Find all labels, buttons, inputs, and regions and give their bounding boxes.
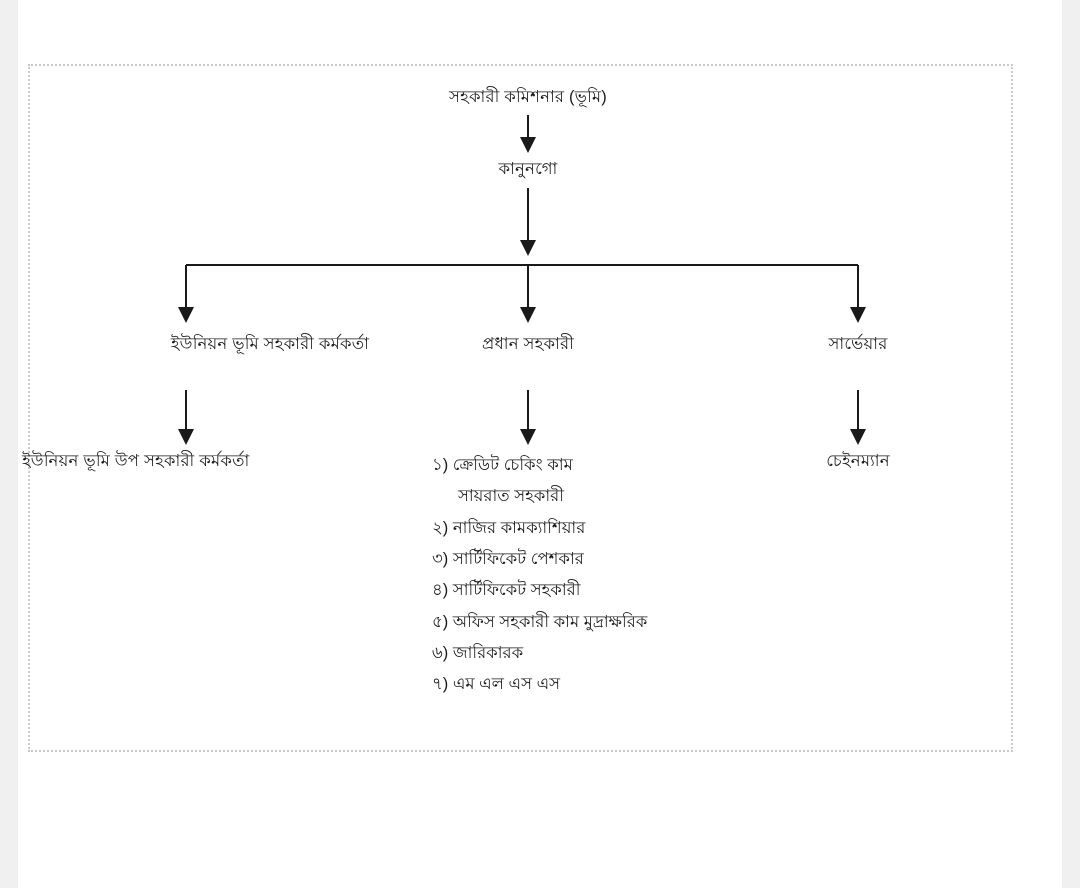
list-item bbox=[432, 544, 647, 575]
list-item-label: অফিস সহকারী কাম মুদ্রাক্ষরিক bbox=[452, 612, 648, 631]
node-kanungo: কানুনগো bbox=[498, 160, 558, 178]
list-item-label: সার্টিফিকেট পেশকার bbox=[452, 550, 584, 569]
list-item-label: সার্টিফিকেট সহকারী bbox=[452, 581, 581, 600]
list-item-marker: ২) bbox=[432, 518, 449, 537]
chief-assistant-staff-list bbox=[432, 450, 647, 701]
node-chainman: চেইনম্যান bbox=[826, 452, 890, 470]
list-item bbox=[432, 638, 647, 669]
list-item-label: নাজির কামক্যাশিয়ার bbox=[452, 518, 586, 537]
list-item bbox=[432, 450, 647, 513]
list-item-label: জারিকারক bbox=[452, 644, 524, 663]
list-item-marker: ৪) bbox=[432, 581, 449, 600]
list-item-continuation: সায়রাত সহকারী bbox=[458, 487, 564, 506]
list-item bbox=[432, 669, 647, 700]
list-item-label: ক্রেডিট চেকিং কাম bbox=[452, 456, 573, 474]
list-item-marker: ৭) bbox=[432, 675, 449, 694]
node-union-land-assistant-officer: ইউনিয়ন ভূমি সহকারী কর্মকর্তা bbox=[170, 335, 370, 353]
node-assistant-commissioner-land: সহকারী কমিশনার (ভূমি) bbox=[449, 88, 607, 106]
list-item-marker: ৩) bbox=[432, 550, 449, 569]
list-item-marker: ৬) bbox=[432, 644, 449, 663]
list-item bbox=[432, 607, 647, 638]
list-item-marker: ৫) bbox=[432, 612, 449, 631]
node-surveyor: সার্ভেয়ার bbox=[828, 335, 888, 353]
node-chief-assistant: প্রধান সহকারী bbox=[481, 335, 575, 353]
list-item bbox=[432, 575, 647, 606]
list-item-label: এম এল এস এস bbox=[452, 675, 561, 694]
list-item-marker: ১) bbox=[432, 456, 449, 474]
list-item bbox=[432, 513, 647, 544]
node-union-land-sub-assistant-officer: ইউনিয়ন ভূমি উপ সহকারী কর্মকর্তা bbox=[22, 452, 250, 470]
